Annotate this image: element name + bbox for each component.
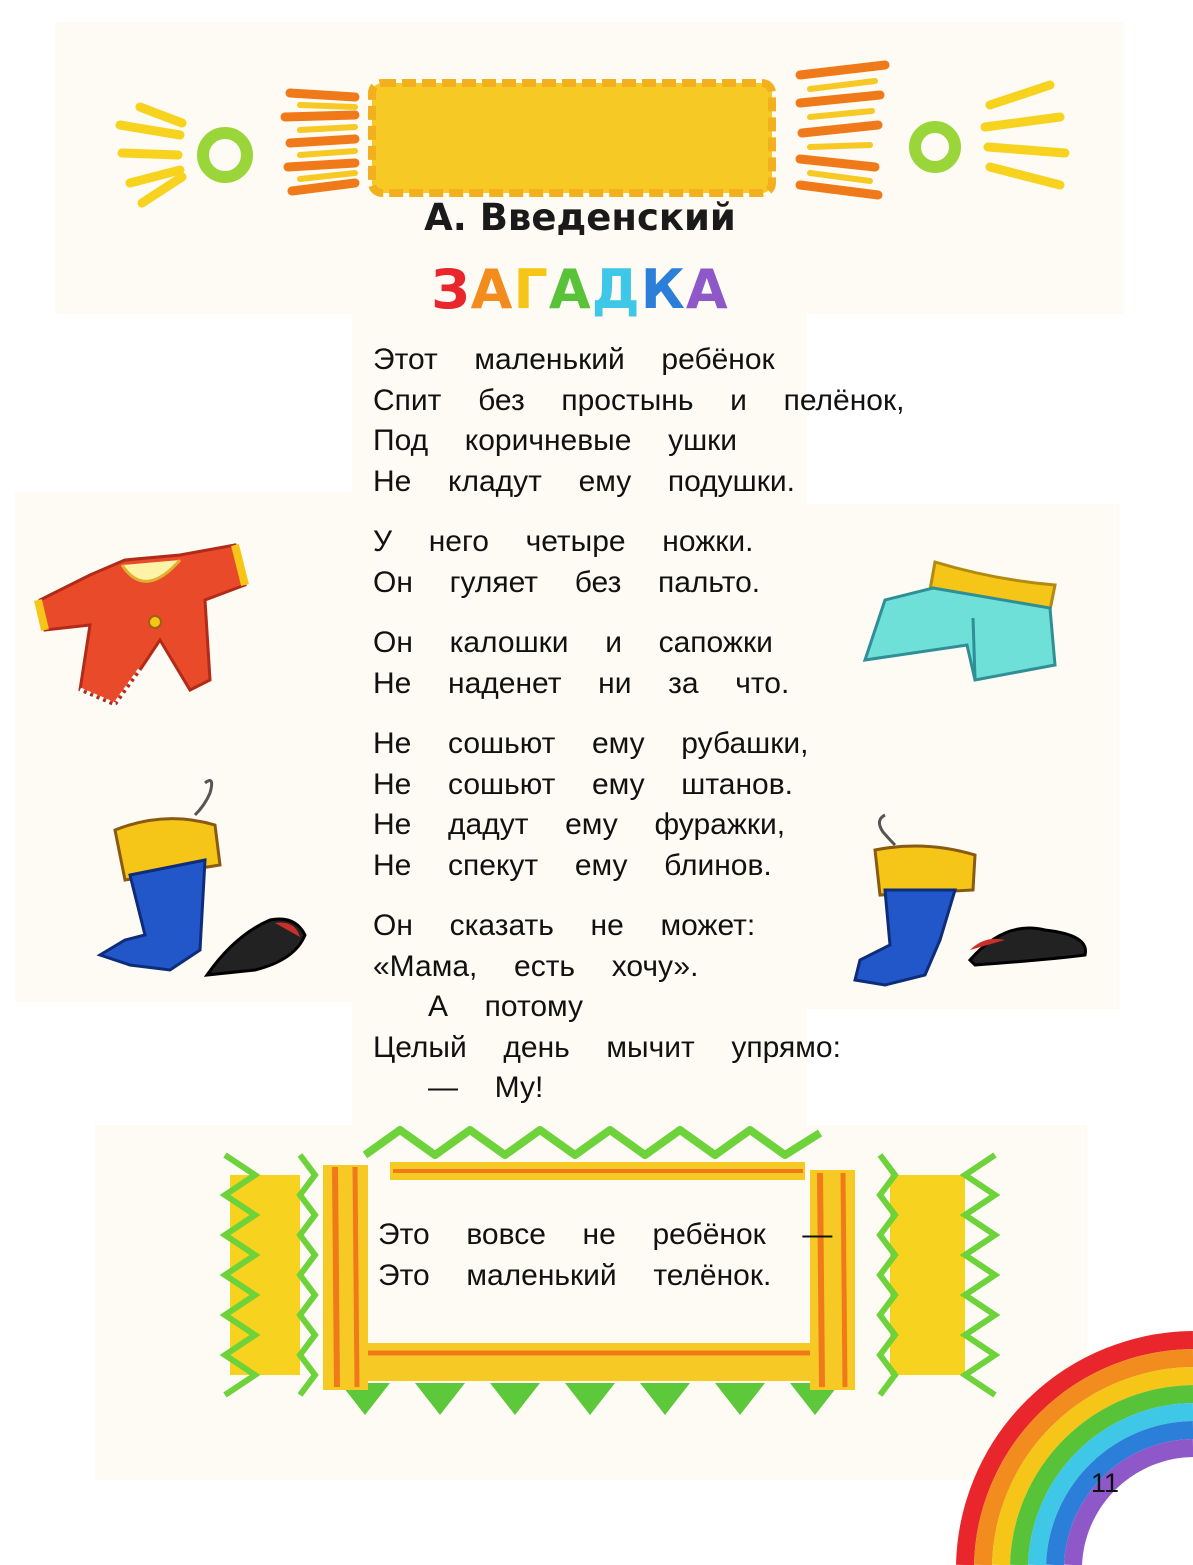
riddle-answer [378,1215,832,1296]
poem-line: Не кладут ему подушки. [373,464,795,498]
poem-line: Целый день мычит упрямо: [373,1030,841,1064]
rainbow-illustration [945,1330,1193,1565]
poem-line: У него четыре ножки. [373,525,754,558]
author-name: А. Введенский [424,196,736,239]
title-letter: Г [513,258,549,321]
poem-line: «Мама, есть хочу». [373,949,699,983]
poem-stanza [373,906,904,1109]
red-jacket-illustration [30,530,250,720]
poem-line: Не наденет ни за что. [373,666,790,700]
poem-line: Спит без простынь и пелёнок, [373,383,905,417]
poem-line: Не дадут ему фуражки, [373,808,786,841]
poem-line: Он сказать не может: [373,909,756,942]
poem-line: Он калошки и сапожки [373,626,773,659]
poem-line: Этот маленький ребёнок [373,343,775,376]
poem-line: — Му! [373,1071,544,1104]
poem-line: Не спекут ему блинов. [373,848,772,882]
poem-stanza [373,522,904,603]
poem-line: Под коричневые ушки [373,424,738,457]
title-letter: А [470,258,514,321]
title-letter: А [548,258,592,321]
poem-stanza [373,623,904,704]
title-letter: К [640,258,686,321]
candy-wrapper-top [100,55,1090,215]
poem-title [330,258,830,321]
answer-line: Это вовсе не ребёнок — [378,1218,833,1251]
boot-and-shoe-left-illustration [95,775,320,995]
poem-line: Не сошьют ему штанов. [373,767,793,801]
title-letter: Д [591,258,641,321]
poem-line: Он гуляет без пальто. [373,565,761,599]
poem-line: Не сошьют ему рубашки, [373,727,809,760]
poem-stanza [373,724,904,886]
poem-line: А потому [373,990,584,1023]
title-letter: З [431,258,471,321]
page-number: 11 [1090,1468,1120,1498]
title-letter: А [685,258,729,321]
poem-stanza [373,340,904,502]
answer-line: Это маленький телёнок. [378,1258,772,1292]
poem-text [373,340,904,1129]
